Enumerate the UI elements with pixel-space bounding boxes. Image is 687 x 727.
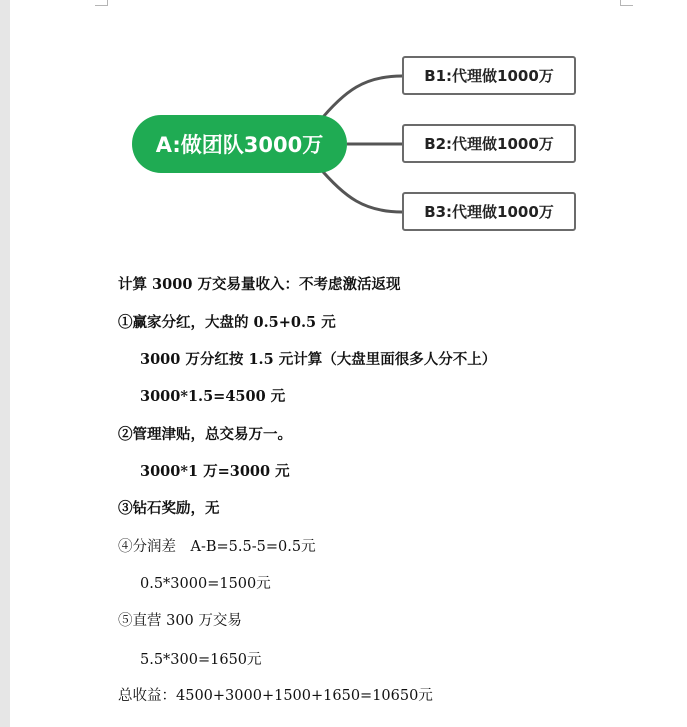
text-line-item-2: ②管理津贴，总交易万一。	[118, 426, 292, 443]
text-line-item-1-detail: 3000 万分红按 1.5 元计算（大盘里面很多人分不上）	[140, 351, 497, 368]
child-node-b1: B1:代理做1000万	[402, 56, 576, 95]
text-line-item-2-calc: 3000*1 万=3000 元	[140, 463, 290, 480]
text-line-item-1: ①赢家分红，大盘的 0.5+0.5 元	[118, 314, 336, 331]
root-node: A:做团队3000万	[132, 115, 347, 173]
child-node-b3: B3:代理做1000万	[402, 192, 576, 231]
text-line-item-4: ④分润差 A-B=5.5-5=0.5元	[118, 539, 316, 555]
mind-map-connectors	[0, 0, 687, 250]
text-line-item-4-calc: 0.5*3000=1500元	[140, 576, 271, 592]
text-line-heading: 计算 3000 万交易量收入：不考虑激活返现	[118, 276, 401, 293]
mind-map	[0, 0, 687, 250]
child-node-b2: B2:代理做1000万	[402, 124, 576, 163]
text-line-item-5: ⑤直营 300 万交易	[118, 613, 242, 629]
text-line-item-5-calc: 5.5*300=1650元	[140, 652, 262, 668]
text-line-item-1-calc: 3000*1.5=4500 元	[140, 388, 286, 405]
text-line-item-3: ③钻石奖励，无	[118, 500, 220, 517]
connector-b3	[318, 166, 402, 212]
text-line-total: 总收益：4500+3000+1500+1650=10650元	[118, 688, 433, 704]
connector-b1	[318, 76, 402, 123]
